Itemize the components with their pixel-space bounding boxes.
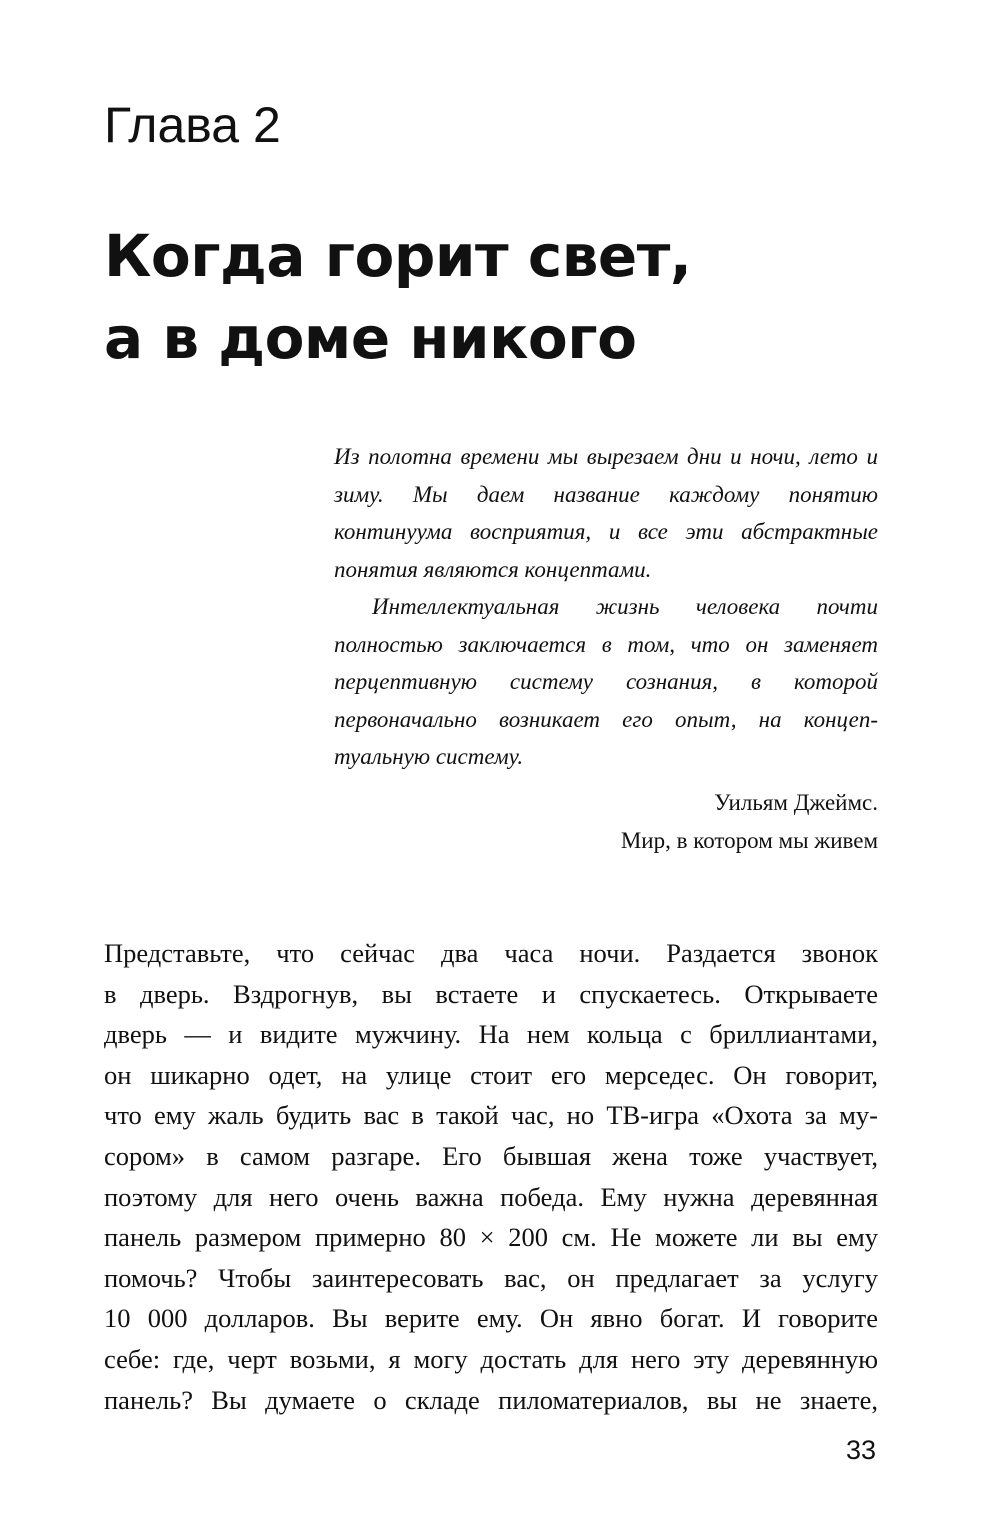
epigraph-paragraph: Из полотна времени мы вырезаем дни и ночи, лето и зиму. Мы даем название каждому понятию континуума восприятия, и все эти абстрактные понятия являются концептами. (334, 444, 878, 582)
chapter-label: Глава 2 (104, 97, 281, 153)
body-line: сором» в самом разгаре. Его бывшая жена тоже участвует, (104, 1140, 878, 1171)
epigraph-attribution (621, 784, 878, 859)
body-line: в дверь. Вздрогнув, вы встаете и спускаетесь. Открываете (104, 978, 878, 1009)
epigraph-source: Мир, в котором мы живем (620, 827, 878, 853)
body-line: помочь? Чтобы заинтересовать вас, он предлагает за услугу (104, 1262, 878, 1293)
body-line: Представьте, что сейчас два часа ночи. Раздается звонок (104, 938, 878, 968)
body-line: он шикарно одет, на улице стоит его мерседес. Он говорит, (104, 1059, 878, 1090)
epigraph-paragraph: Интеллектуальная жизнь человека почти полностью заключается в том, что он заменяет перцептивную систему сознания, в которой первоначально возникает его опыт, на концептуальную систему. (334, 594, 878, 769)
body-text (104, 933, 878, 1420)
body-line: 10 000 долларов. Вы верите ему. Он явно богат. И говорите (104, 1303, 878, 1334)
body-line: панель размером примерно 80 × 200 см. Не можете ли вы ему (104, 1222, 878, 1253)
body-line: дверь — и видите мужчину. На нем кольца с бриллиантами, (104, 1019, 878, 1050)
body-line: поэтому для него очень важна победа. Ему нужна деревянная (104, 1181, 878, 1212)
chapter-title-line: а в доме никого (104, 304, 637, 372)
chapter-title-line: Когда горит свет, (104, 222, 692, 290)
chapter-title (104, 215, 904, 379)
body-line: себе: где, черт возьми, я могу достать для него эту деревянную (104, 1343, 878, 1374)
body-line: что ему жаль будить вас в такой час, но ТВ-игра «Охота за му- (104, 1100, 878, 1131)
epigraph-author: Уильям Джеймс. (714, 790, 878, 815)
epigraph (334, 438, 878, 776)
body-line: панель? Вы думаете о складе пиломатериалов, вы не знаете, (104, 1384, 878, 1415)
page-number: 33 (845, 1435, 876, 1465)
